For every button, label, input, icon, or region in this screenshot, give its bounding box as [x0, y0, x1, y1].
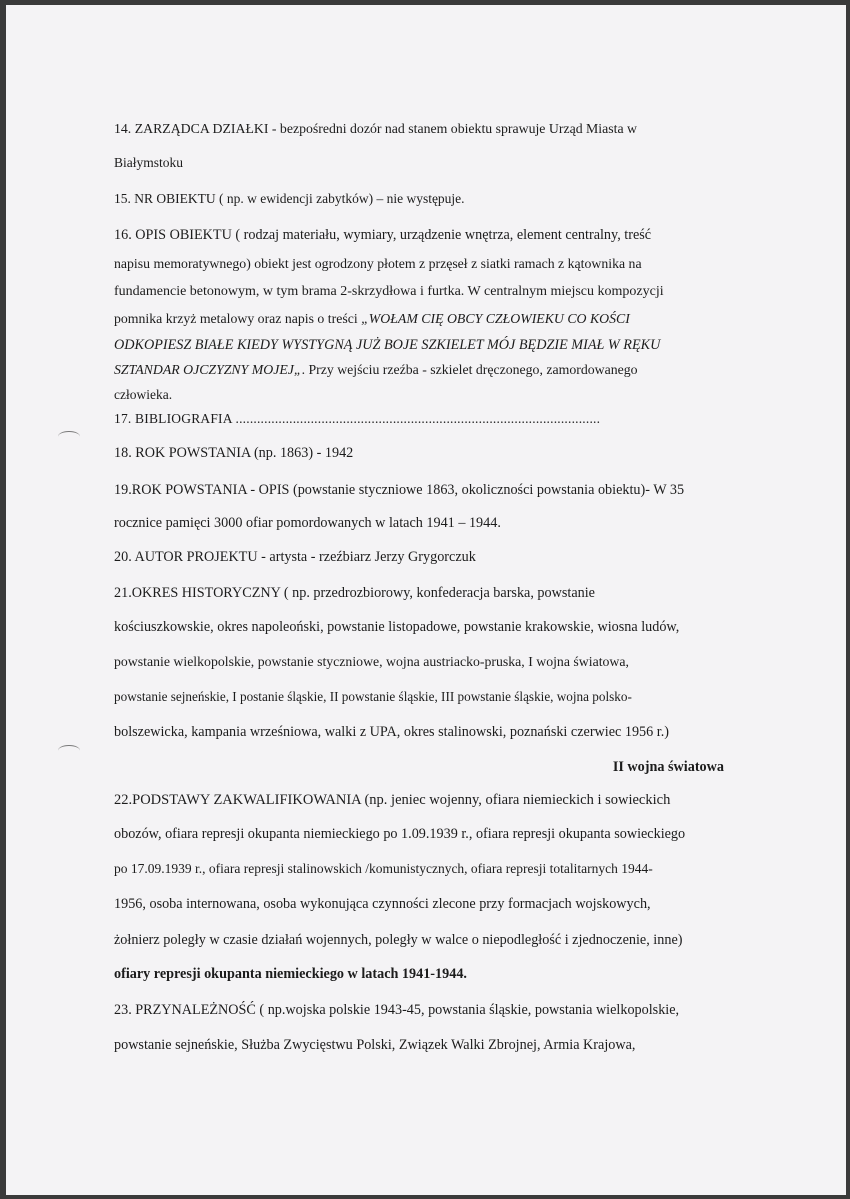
line-21-cont-3: powstanie sejneńskie, I postanie śląskie, II powstanie śląskie, III powstanie śląskie, wojna polsko- [114, 689, 632, 704]
line-21-okres-historyczny: 21.OKRES HISTORYCZNY ( np. przedrozbiorowy, konfederacja barska, powstanie [114, 585, 595, 601]
section-heading-ii-wojna: II wojna światowa [612, 759, 724, 775]
inscription-intro: pomnika krzyż metalowy oraz napis o treści [114, 311, 362, 326]
line-16-opis-obiektu: 16. OPIS OBIEKTU ( rodzaj materiału, wymiary, urządzenie wnętrza, element centralny, treść [114, 227, 652, 243]
line-18-rok-powstania: 18. ROK POWSTANIA (np. 1863) - 1942 [114, 445, 354, 461]
line-22-cont-2: po 17.09.1939 r., ofiara represji stalinowskich /komunistycznych, ofiara represji totalitarnych 1944- [114, 861, 653, 876]
sculpture-description: . Przy wejściu rzeźba - szkielet dręczonego, zamordowanego [301, 362, 638, 377]
line-23-cont: powstanie sejneńskie, Służba Zwycięstwu Polski, Związek Walki Zbrojnej, Armia Krajowa, [114, 1037, 636, 1053]
line-17-bibliografia: 17. BIBLIOGRAFIA ...................................................................................................... [114, 411, 601, 426]
margin-mark-1 [58, 431, 80, 442]
line-bialystok: Białymstoku [114, 155, 184, 170]
line-19-cont: rocznice pamięci 3000 ofiar pomordowanych w latach 1941 – 1944. [114, 515, 501, 531]
line-16-cont-4 [114, 361, 638, 379]
line-22-cont-3: 1956, osoba internowana, osoba wykonująca czynności zlecone przy formacjach wojskowych, [114, 896, 651, 912]
line-16-cont-2: fundamencie betonowym, w tym brama 2-skrzydłowa i furtka. W centralnym miejscu kompozycji [114, 284, 664, 299]
line-22-answer: ofiary represji okupanta niemieckiego w latach 1941-1944. [114, 966, 467, 982]
inscription-text-3: SZTANDAR OJCZYZNY MOJEJ„ [114, 362, 302, 377]
margin-mark-2 [58, 745, 80, 756]
inscription-text-2: ODKOPIESZ BIAŁE KIEDY WYSTYGNĄ JUŻ BOJE SZKIELET MÓJ BĘDZIE MIAŁ W RĘKU [114, 337, 661, 353]
inscription-text-1: „WOŁAM CIĘ OBCY CZŁOWIEKU CO KOŚCI [361, 311, 630, 326]
line-16-cont-1: napisu memoratywnego) obiekt jest ogrodzony płotem z przęseł z siatki ramach z kątownika na [114, 256, 642, 271]
line-22-podstawy: 22.PODSTAWY ZAKWALIFIKOWANIA (np. jeniec wojenny, ofiara niemieckich i sowieckich [114, 792, 671, 808]
line-22-cont-1: obozów, ofiara represji okupanta niemieckiego po 1.09.1939 r., ofiara represji okupanta sowieckiego [114, 826, 686, 842]
line-23-przynaleznosc: 23. PRZYNALEŻNOŚĆ ( np.wojska polskie 1943-45, powstania śląskie, powstania wielkopolskie, [114, 1002, 680, 1018]
line-19-rok-powstania-opis: 19.ROK POWSTANIA - OPIS (powstanie styczniowe 1863, okoliczności powstania obiektu)- W 35 [114, 482, 685, 498]
line-16-cont-3 [114, 310, 630, 328]
line-21-cont-2: powstanie wielkopolskie, powstanie styczniowe, wojna austriacko-pruska, I wojna światowa, [114, 654, 629, 669]
line-22-cont-4: żołnierz poległy w czasie działań wojennych, poległy w walce o niepodległość i zjednoczenie, inne) [114, 932, 683, 948]
line-20-autor-projektu: 20. AUTOR PROJEKTU - artysta - rzeźbiarz Jerzy Grygorczuk [114, 549, 476, 565]
line-15-nr-obiektu: 15. NR OBIEKTU ( np. w ewidencji zabytków) – nie występuje. [114, 191, 465, 206]
line-21-cont-1: kościuszkowskie, okres napoleoński, powstanie listopadowe, powstanie krakowskie, wiosna ludów, [114, 619, 680, 635]
line-16-cont-5: człowieka. [114, 387, 173, 402]
line-14-zarzadca: 14. ZARZĄDCA DZIAŁKI - bezpośredni dozór nad stanem obiektu sprawuje Urząd Miasta w [114, 121, 638, 136]
line-21-cont-4: bolszewicka, kampania wrześniowa, walki z UPA, okres stalinowski, poznański czerwiec 1956 r.) [114, 724, 670, 740]
